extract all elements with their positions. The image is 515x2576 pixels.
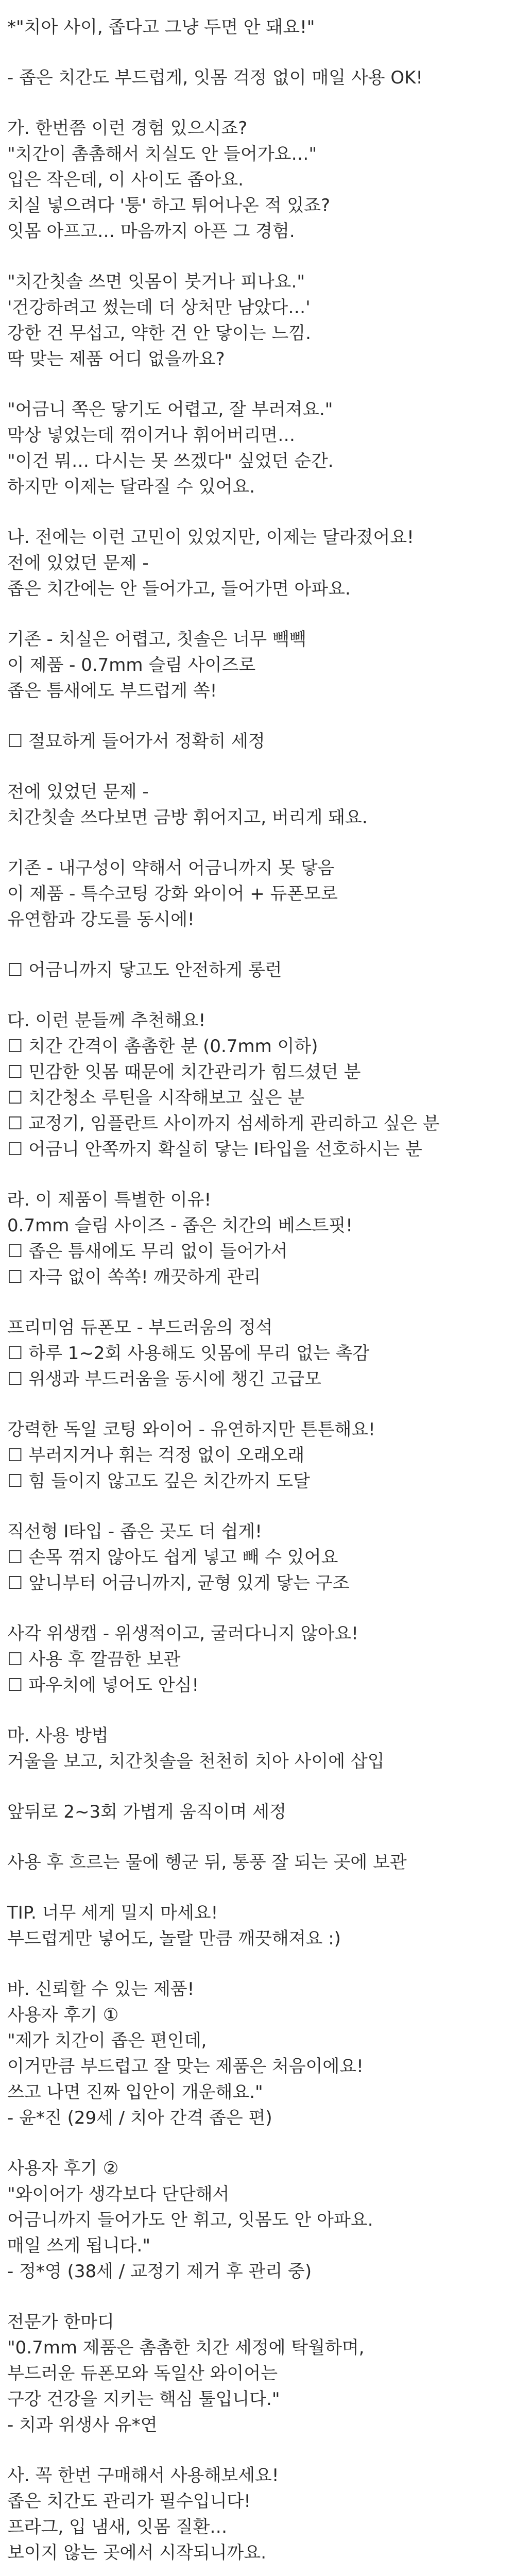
text-line: "와이어가 생각보다 단단해서	[7, 2184, 230, 2205]
text-line: 매일 쓰게 됩니다."	[7, 2235, 150, 2256]
text-line: ☐ 절묘하게 들어가서 정확히 세정	[7, 731, 265, 752]
text-paragraph	[7, 269, 515, 372]
text-line: ☐ 파우치에 넣어도 안심!	[7, 1675, 199, 1696]
text-paragraph	[7, 1417, 515, 1494]
text-line: ☐ 자극 없이 쏙쏙! 깨끗하게 관리	[7, 1267, 261, 1287]
text-line: 가. 한번쯤 이런 경험 있으시죠?	[7, 118, 248, 139]
text-line: - 좁은 치간도 부드럽게, 잇몸 걱정 없이 매일 사용 OK!	[7, 67, 423, 88]
text-paragraph	[7, 2156, 515, 2284]
text-paragraph	[7, 65, 515, 91]
text-line: "이건 뭐… 다시는 못 쓰겠다" 싶었던 순간.	[7, 451, 334, 471]
text-line: 구강 건강을 지키는 핵심 툴입니다."	[7, 2389, 280, 2410]
text-line: "치간이 촘촘해서 치실도 안 들어가요…"	[7, 144, 317, 164]
text-line: 좁은 틈새에도 부드럽게 쏙!	[7, 681, 217, 701]
text-line: 강력한 독일 코팅 와이어 - 유연하지만 튼튼해요!	[7, 1419, 375, 1440]
text-line: 딱 맞는 제품 어디 없을까요?	[7, 349, 225, 369]
text-paragraph	[7, 524, 515, 602]
text-paragraph	[7, 397, 515, 500]
text-line: "0.7mm 제품은 촘촘한 치간 세정에 탁월하며,	[7, 2337, 365, 2358]
text-line: 부드러운 듀폰모와 독일산 와이어는	[7, 2363, 278, 2384]
text-paragraph	[7, 1187, 515, 1290]
text-line: ☐ 민감한 잇몸 때문에 치간관리가 힘드셨던 분	[7, 1062, 361, 1082]
text-line: "어금니 쪽은 닿기도 어렵고, 잘 부러져요."	[7, 399, 333, 420]
text-line: ☐ 교정기, 임플란트 사이까지 섬세하게 관리하고 싶은 분	[7, 1113, 440, 1134]
text-line: ☐ 힘 들이지 않고도 깊은 치간까지 도달	[7, 1471, 310, 1492]
text-paragraph	[7, 779, 515, 831]
text-line: ☐ 좁은 틈새에도 무리 없이 들어가서	[7, 1241, 288, 1262]
text-paragraph	[7, 957, 515, 983]
text-line: 전에 있었던 문제 -	[7, 553, 149, 573]
text-paragraph	[7, 14, 515, 40]
text-line: 사각 위생캡 - 위생적이고, 굴러다니지 않아요!	[7, 1623, 358, 1644]
text-line: 치실 넣으려다 '퉁' 하고 튀어나온 적 있죠?	[7, 195, 331, 216]
text-line: 하지만 이제는 달라질 수 있어요.	[7, 477, 255, 497]
text-line: ☐ 하루 1~2회 사용해도 잇몸에 무리 없는 촉감	[7, 1343, 370, 1364]
text-line: 사용자 후기 ②	[7, 2158, 119, 2179]
text-line: ☐ 부러지거나 휘는 걱정 없이 오래오래	[7, 1445, 305, 1466]
text-line: ☐ 치간청소 루틴을 시작해보고 싶은 분	[7, 1088, 305, 1108]
text-line: 전에 있었던 문제 -	[7, 782, 149, 802]
text-paragraph	[7, 2309, 515, 2438]
text-line: - 윤*진 (29세 / 치아 간격 좁은 편)	[7, 2108, 272, 2128]
text-line: 마. 사용 방법	[7, 1725, 109, 1746]
text-paragraph	[7, 626, 515, 704]
text-line: ☐ 손목 꺾지 않아도 쉽게 넣고 빼 수 있어요	[7, 1547, 338, 1568]
text-paragraph	[7, 1621, 515, 1698]
text-line: 쓰고 나면 진짜 입안이 개운해요."	[7, 2082, 263, 2103]
text-paragraph	[7, 1723, 515, 1774]
text-paragraph	[7, 1799, 515, 1825]
text-line: 바. 신뢰할 수 있는 제품!	[7, 1979, 195, 1999]
text-line: ☐ 어금니까지 닿고도 안전하게 롱런	[7, 960, 282, 980]
text-paragraph	[7, 855, 515, 933]
text-line: 기존 - 내구성이 약해서 어금니까지 못 닿음	[7, 858, 335, 878]
text-paragraph	[7, 1008, 515, 1162]
text-paragraph	[7, 1315, 515, 1392]
text-paragraph	[7, 1976, 515, 2131]
text-line: 0.7mm 슬림 사이즈 - 좁은 치간의 베스트핏!	[7, 1215, 353, 1236]
text-line: 어금니까지 들어가도 안 휘고, 잇몸도 안 아파요.	[7, 2210, 373, 2230]
text-line: 프리미엄 듀폰모 - 부드러움의 정석	[7, 1317, 273, 1338]
text-line: "제가 치간이 좁은 편인데,	[7, 2030, 207, 2051]
text-line: 나. 전에는 이런 고민이 있었지만, 이제는 달라졌어요!	[7, 527, 414, 548]
text-line: 이 제품 - 0.7mm 슬림 사이즈로	[7, 655, 256, 675]
text-line: 이 제품 - 특수코팅 강화 와이어 + 듀폰모로	[7, 884, 338, 904]
text-line: - 치과 위생사 유*연	[7, 2415, 158, 2435]
text-paragraph	[7, 2463, 515, 2566]
text-line: ☐ 사용 후 깔끔한 보관	[7, 1649, 181, 1670]
text-line: 프라그, 입 냄새, 잇몸 질환…	[7, 2517, 228, 2537]
text-line: ☐ 어금니 안쪽까지 확실히 닿는 I타입을 선호하시는 분	[7, 1139, 422, 1160]
text-line: TIP. 너무 세게 밀지 마세요!	[7, 1903, 218, 1923]
text-line: 사용 후 흐르는 물에 헹군 뒤, 통풍 잘 되는 곳에 보관	[7, 1852, 407, 1873]
text-line: 강한 건 무섭고, 약한 건 안 닿이는 느낌.	[7, 323, 311, 344]
text-line: 앞뒤로 2~3회 가볍게 움직이며 세정	[7, 1802, 286, 1822]
text-line: 좁은 치간도 관리가 필수입니다!	[7, 2491, 251, 2512]
text-line: 유연함과 강도를 동시에!	[7, 909, 195, 930]
text-line: 전문가 한마디	[7, 2312, 114, 2332]
text-line: ☐ 치간 간격이 촘촘한 분 (0.7mm 이하)	[7, 1036, 318, 1057]
text-line: 입은 작은데, 이 사이도 좁아요.	[7, 170, 244, 190]
text-line: 치간칫솔 쓰다보면 금방 휘어지고, 버리게 돼요.	[7, 807, 368, 828]
text-line: 기존 - 치실은 어렵고, 칫솔은 너무 빽빽	[7, 629, 306, 650]
text-line: 거울을 보고, 치간칫솔을 천천히 치아 사이에 삽입	[7, 1751, 385, 1772]
text-line: 이거만큼 부드럽고 잘 맞는 제품은 처음이에요!	[7, 2056, 364, 2077]
text-line: 다. 이런 분들께 추천해요!	[7, 1010, 206, 1031]
text-line: 라. 이 제품이 특별한 이유!	[7, 1190, 212, 1210]
text-line: 막상 넣었는데 꺾이거나 휘어버리면…	[7, 425, 296, 446]
text-paragraph	[7, 728, 515, 754]
text-line: ☐ 위생과 부드러움을 동시에 챙긴 고급모	[7, 1369, 322, 1389]
text-line: 보이지 않는 곳에서 시작되니까요.	[7, 2543, 267, 2563]
text-line: ☐ 앞니부터 어금니까지, 균형 있게 닿는 구조	[7, 1573, 350, 1594]
text-line: *"치아 사이, 좁다고 그냥 두면 안 돼요!"	[7, 17, 315, 38]
text-line: 좁은 치간에는 안 들어가고, 들어가면 아파요.	[7, 579, 351, 599]
text-paragraph	[7, 1519, 515, 1596]
text-paragraph	[7, 1850, 515, 1875]
text-line: '건강하려고 썼는데 더 상처만 남았다…'	[7, 297, 311, 318]
text-line: 직선형 I타입 - 좁은 곳도 더 쉽게!	[7, 1521, 262, 1542]
text-paragraph	[7, 115, 515, 244]
text-line: 잇몸 아프고… 마음까지 아픈 그 경험.	[7, 221, 295, 242]
text-line: 사. 꼭 한번 구매해서 사용해보세요!	[7, 2465, 279, 2486]
text-line: 사용자 후기 ①	[7, 2005, 119, 2025]
text-line: 부드럽게만 넣어도, 놀랄 만큼 깨끗해져요 :)	[7, 1928, 341, 1949]
text-paragraph	[7, 1900, 515, 1952]
text-line: "치간칫솔 쓰면 잇몸이 붓거나 피나요."	[7, 272, 305, 292]
text-line: - 정*영 (38세 / 교정기 제거 후 관리 중)	[7, 2261, 312, 2282]
